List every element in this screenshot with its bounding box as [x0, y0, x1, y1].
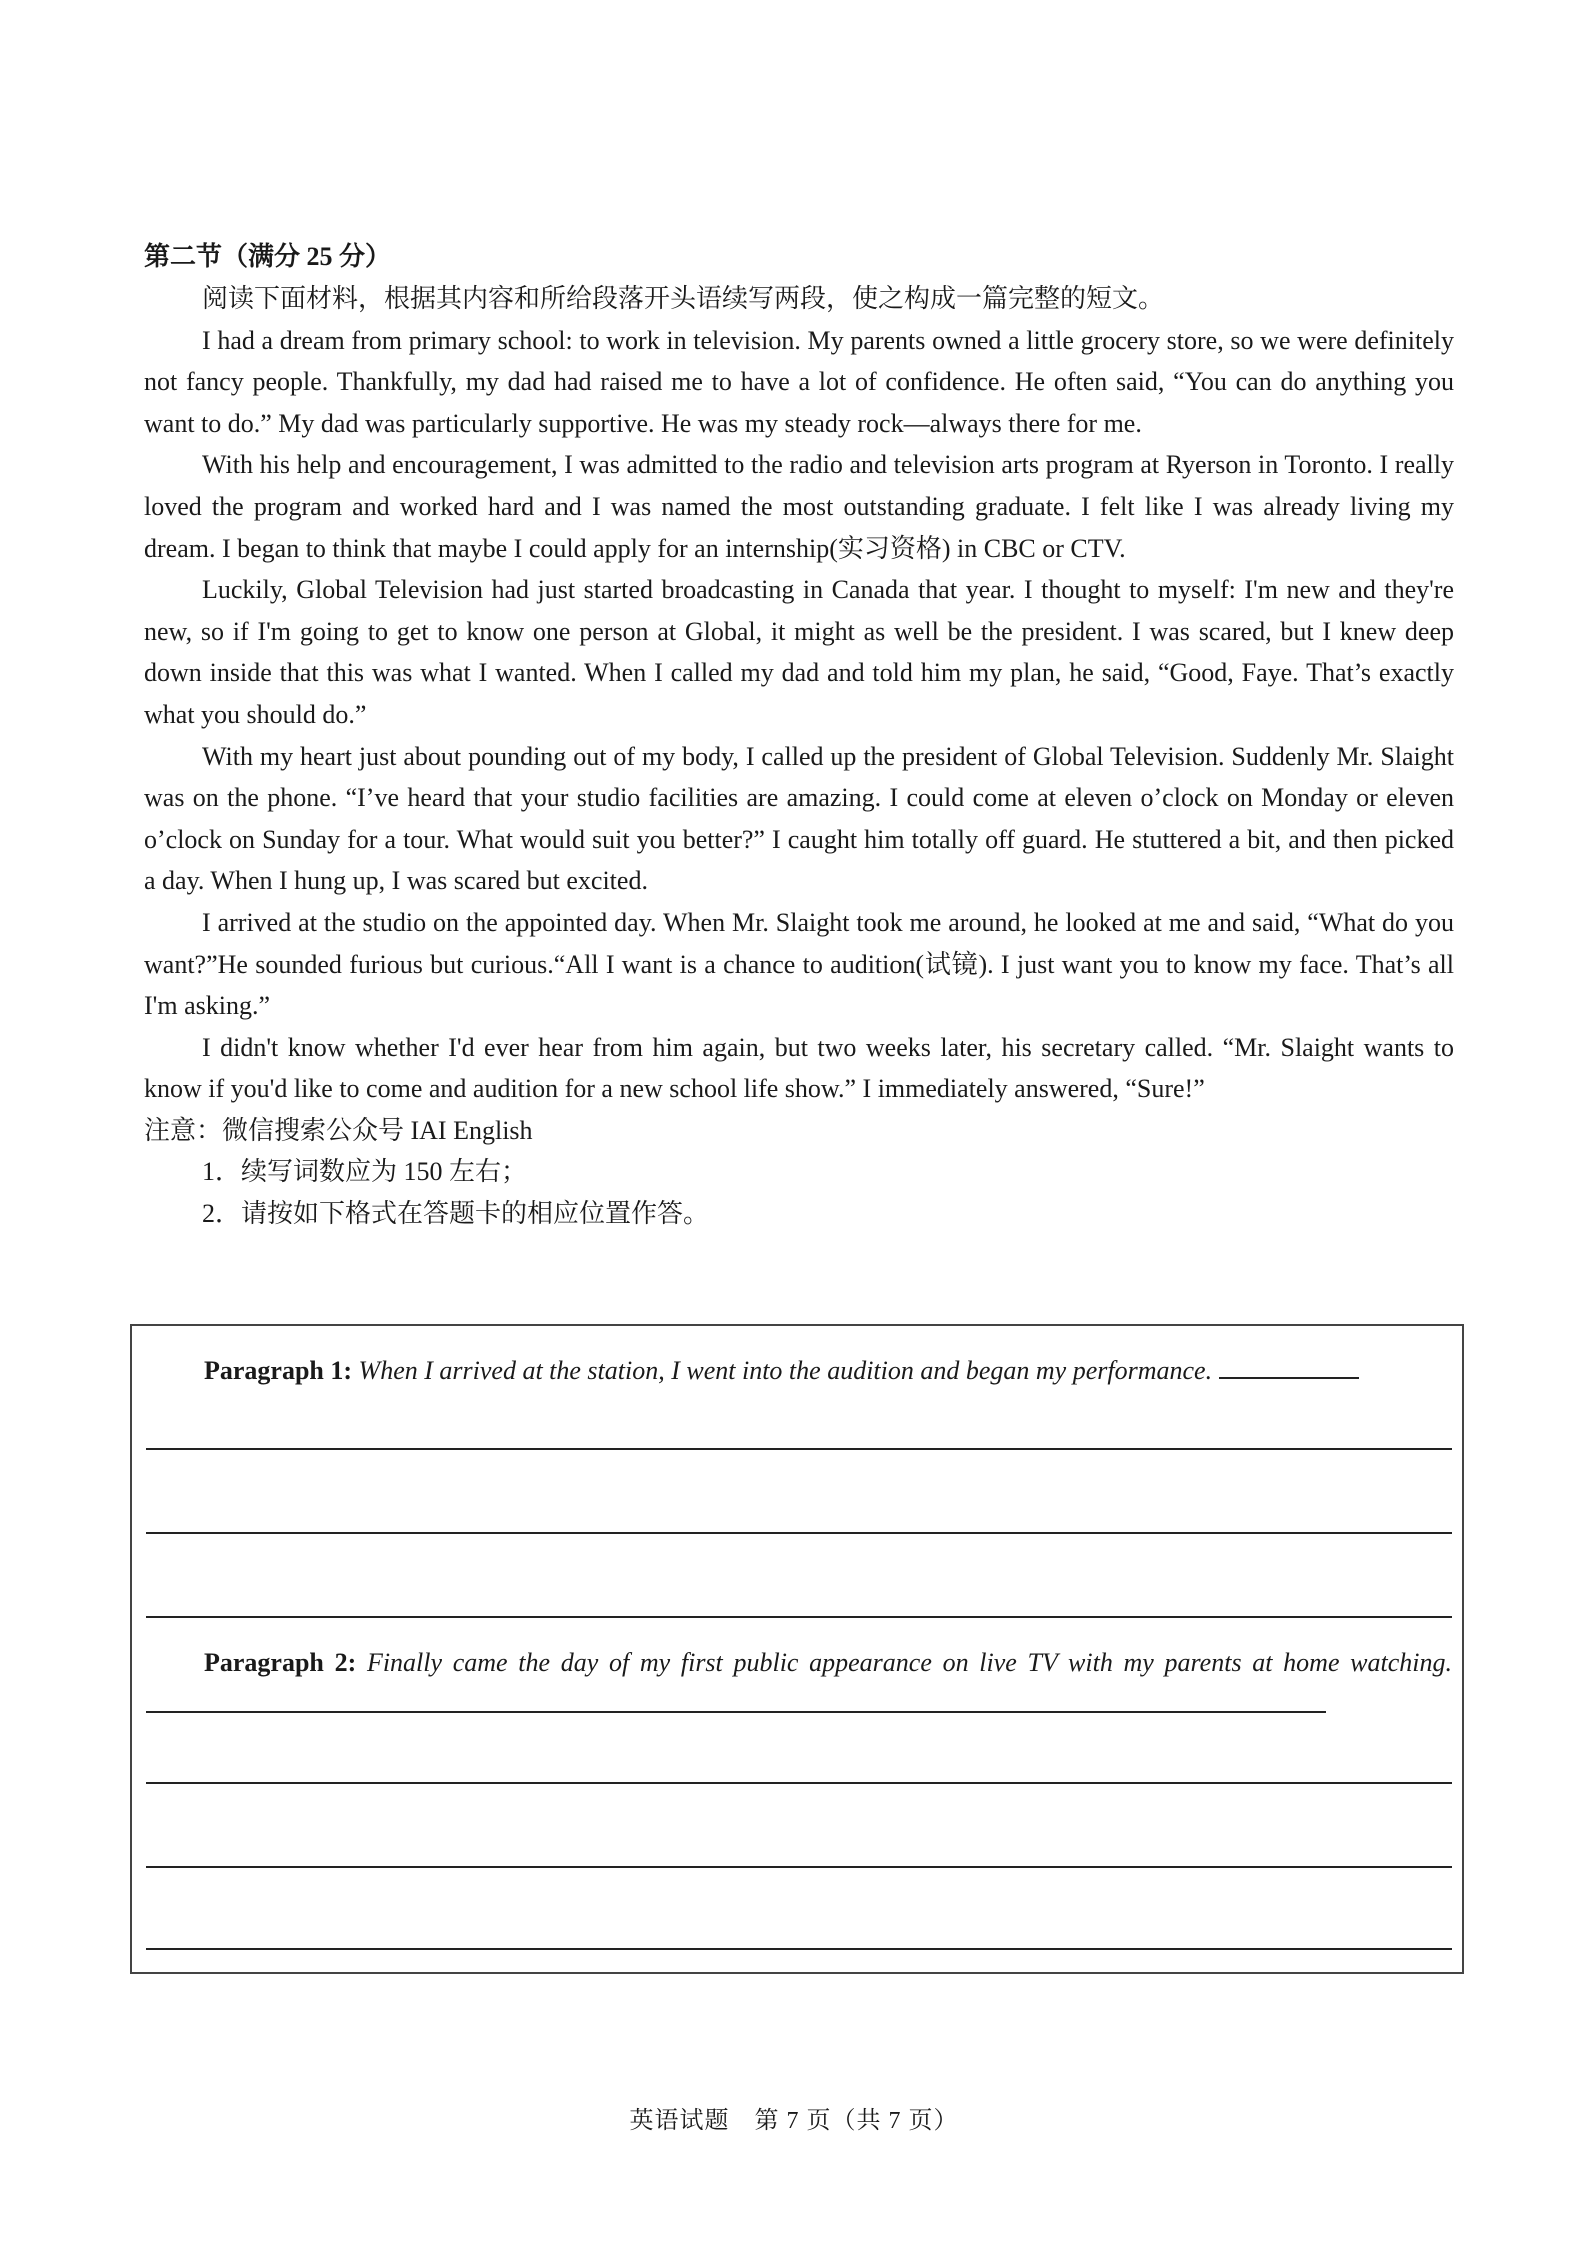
page-footer: 英语试题 第 7 页（共 7 页）	[629, 2108, 959, 2134]
passage-paragraph: I didn't know whether I'd ever hear from him again, but two weeks later, his secretary called. “Mr. Slaight wants to know if you'd like to come and audition for a new school life show.” I immediately answered, “Sure!”	[144, 1032, 1454, 1104]
notes-title: 注意：微信搜索公众号 IAI English	[144, 1115, 533, 1145]
paragraph-1-opening: When I arrived at the station, I went into the audition and began my performance.	[358, 1356, 1213, 1385]
paragraph-1-label: Paragraph 1:	[204, 1356, 353, 1385]
writing-blank[interactable]	[1219, 1353, 1359, 1379]
reading-material	[144, 236, 1454, 1235]
passage-paragraph: With my heart just about pounding out of my body, I called up the president of Global Television. Suddenly Mr. Slaight was on the phone. “I’ve heard that your studio facilities are amazing. I could come at eleven o’clock on Monday or eleven o’clock on Sunday for a tour. What would suit you better?” I caught him totally off guard. He stuttered a bit, and then picked a day. When I hung up, I was scared but excited.	[144, 741, 1454, 896]
writing-line[interactable]	[146, 1782, 1452, 1784]
paragraph-2-label: Paragraph 2:	[204, 1648, 357, 1677]
passage-paragraph: I had a dream from primary school: to work in television. My parents owned a little grocery store, so we were definitely not fancy people. Thankfully, my dad had raised me to have a lot of confidence. He often said, “You can do anything you want to do.” My dad was particularly supportive. He was my steady rock—always there for me.	[144, 325, 1454, 438]
writing-line[interactable]	[146, 1866, 1452, 1868]
paragraph-1-prompt	[146, 1350, 1452, 1392]
section-heading: 第二节（满分 25 分）	[144, 242, 392, 271]
note-item: 2．请按如下格式在答题卡的相应位置作答。	[202, 1199, 710, 1229]
writing-line[interactable]	[146, 1948, 1452, 1950]
passage-paragraph: With his help and encouragement, I was admitted to the radio and television arts program at Ryerson in Toronto. I really loved the program and worked hard and I was named the most outstanding graduate. I felt like I was already living my dream. I began to think that maybe I could apply for an internship(实习资格) in CBC or CTV.	[144, 450, 1454, 563]
passage-paragraph: Luckily, Global Television had just started broadcasting in Canada that year. I thought to myself: I'm new and they're new, so if I'm going to get to know one person at Global, it might as well be the president. I was scared, but I knew deep down inside that this was what I wanted. When I called my dad and told him my plan, he said, “Good, Faye. That’s exactly what you should do.”	[144, 575, 1454, 729]
paragraph-2-opening: Finally came the day of my first public appearance on live TV with my parents at home watching.	[366, 1648, 1453, 1677]
paragraph-2-prompt	[146, 1642, 1452, 1726]
note-item: 1．续写词数应为 150 左右；	[202, 1157, 528, 1187]
answer-box	[130, 1324, 1464, 1974]
passage-paragraph: I arrived at the studio on the appointed day. When Mr. Slaight took me around, he looked at me and said, “What do you want?”He sounded furious but curious.“All I want is a chance to audition(试镜). I just want you to know my face. That’s all I'm asking.”	[144, 907, 1454, 1021]
instruction-text: 阅读下面材料，根据其内容和所给段落开头语续写两段，使之构成一篇完整的短文。	[202, 284, 1165, 313]
writing-line[interactable]	[146, 1448, 1452, 1450]
writing-line[interactable]	[146, 1616, 1452, 1618]
writing-blank[interactable]	[146, 1687, 1326, 1713]
writing-line[interactable]	[146, 1532, 1452, 1534]
